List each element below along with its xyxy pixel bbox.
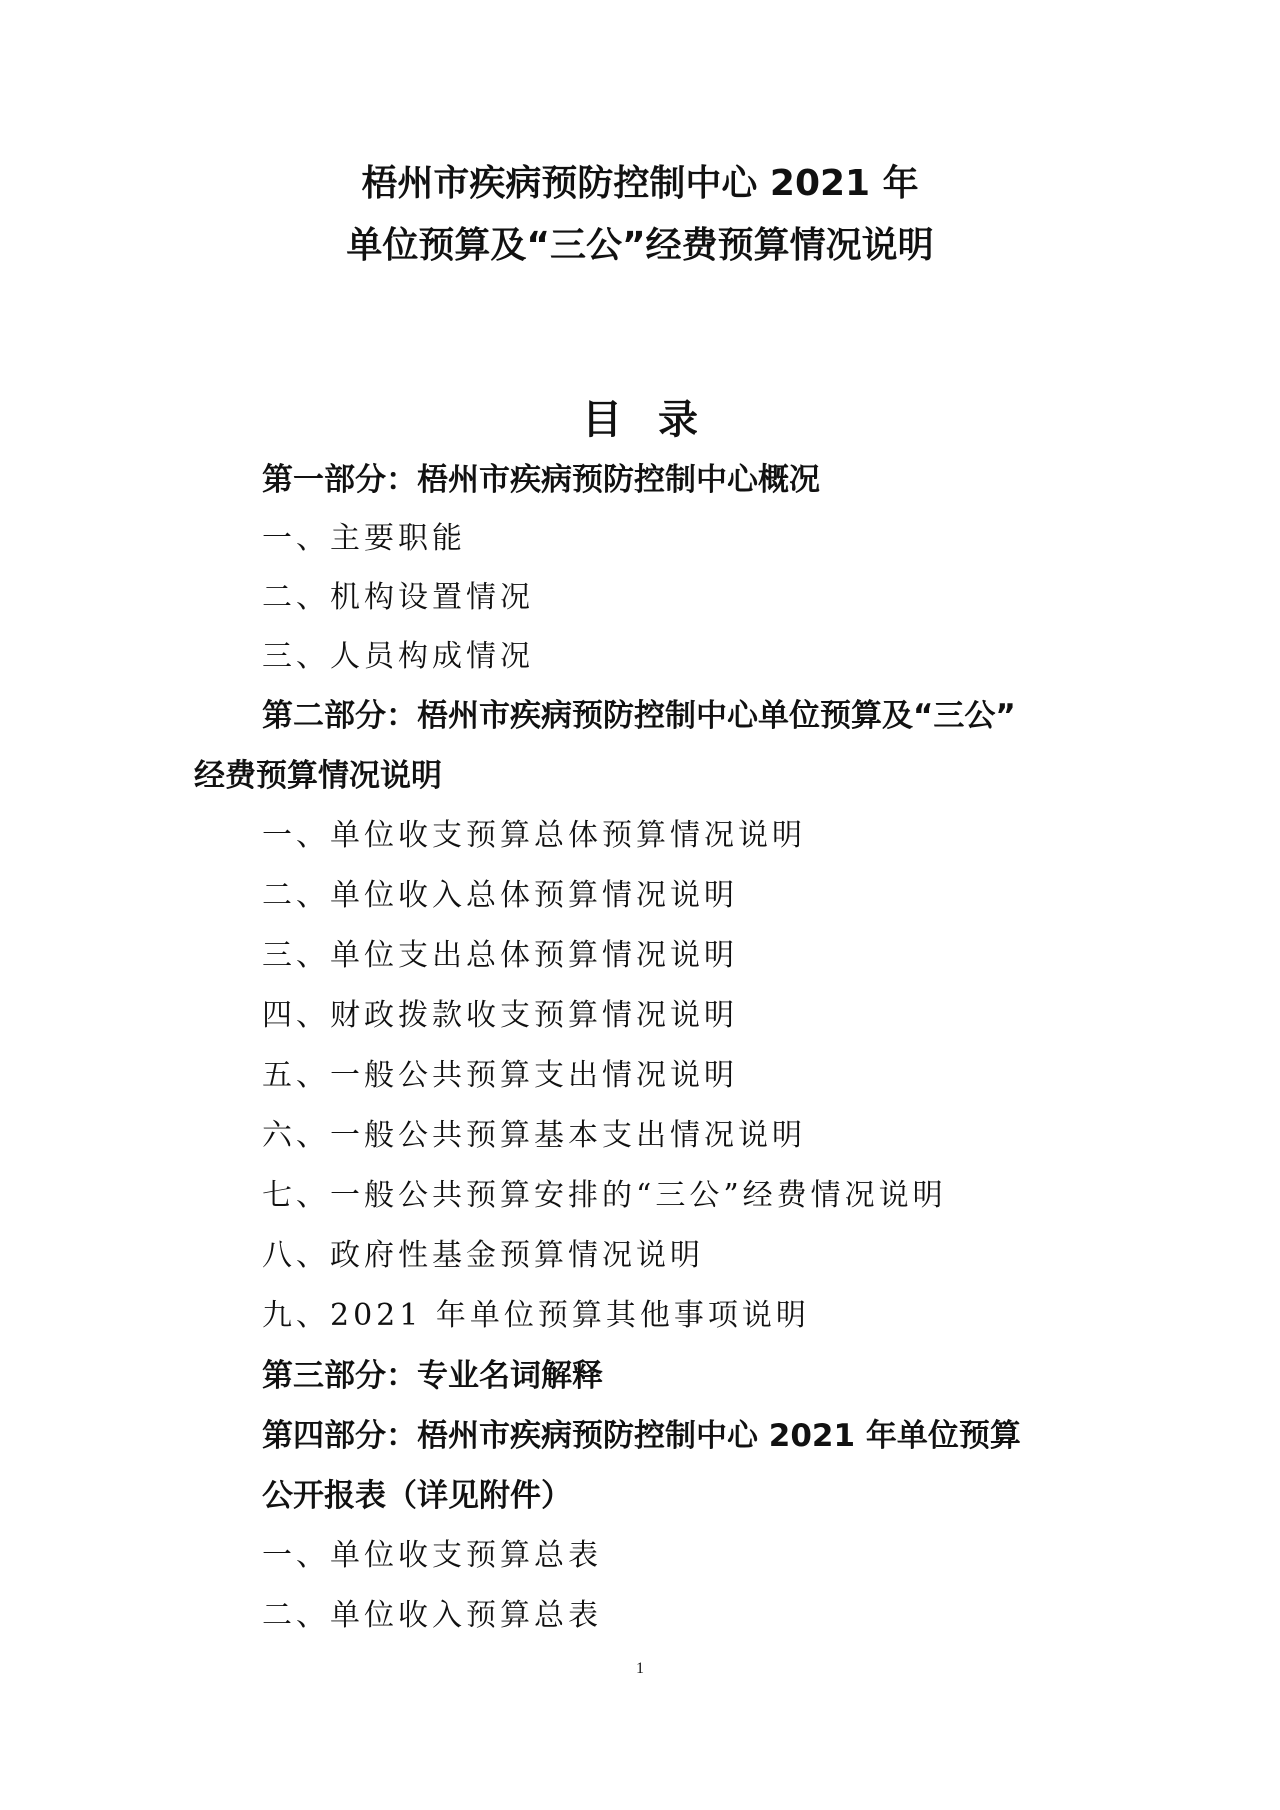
toc-part-2-line-2: 经费预算情况说明 <box>194 758 442 794</box>
toc-part-4-line-1: 第四部分：梧州市疾病预防控制中心 2021 年单位预算 <box>262 1418 1021 1454</box>
toc-part-2-line-1: 第二部分：梧州市疾病预防控制中心单位预算及“三公” <box>262 698 1016 734</box>
toc-item: 六、一般公共预算基本支出情况说明 <box>262 1118 806 1153</box>
toc-item: 四、财政拨款收支预算情况说明 <box>262 998 738 1033</box>
toc-item: 九、2021 年单位预算其他事项说明 <box>262 1298 810 1333</box>
toc-heading: 目录 <box>582 397 734 443</box>
toc-item: 二、单位收入预算总表 <box>262 1598 602 1633</box>
toc-item: 一、主要职能 <box>262 521 466 556</box>
toc-item: 二、单位收入总体预算情况说明 <box>262 878 738 913</box>
toc-part-4-line-2: 公开报表（详见附件） <box>262 1478 572 1514</box>
toc-item: 一、单位收支预算总表 <box>262 1538 602 1573</box>
document-title-line-2: 单位预算及“三公”经费预算情况说明 <box>346 225 934 266</box>
toc-item: 三、单位支出总体预算情况说明 <box>262 938 738 973</box>
toc-item: 八、政府性基金预算情况说明 <box>262 1238 704 1273</box>
toc-item: 五、一般公共预算支出情况说明 <box>262 1058 738 1093</box>
toc-part-3: 第三部分：专业名词解释 <box>262 1358 603 1394</box>
toc-item: 三、人员构成情况 <box>262 639 534 674</box>
toc-item: 一、单位收支预算总体预算情况说明 <box>262 818 806 853</box>
toc-part-1: 第一部分：梧州市疾病预防控制中心概况 <box>262 462 820 498</box>
toc-item: 七、一般公共预算安排的“三公”经费情况说明 <box>262 1178 947 1213</box>
document-title-line-1: 梧州市疾病预防控制中心 2021 年 <box>361 163 919 204</box>
page-number: 1 <box>636 1660 644 1677</box>
toc-item: 二、机构设置情况 <box>262 580 534 615</box>
